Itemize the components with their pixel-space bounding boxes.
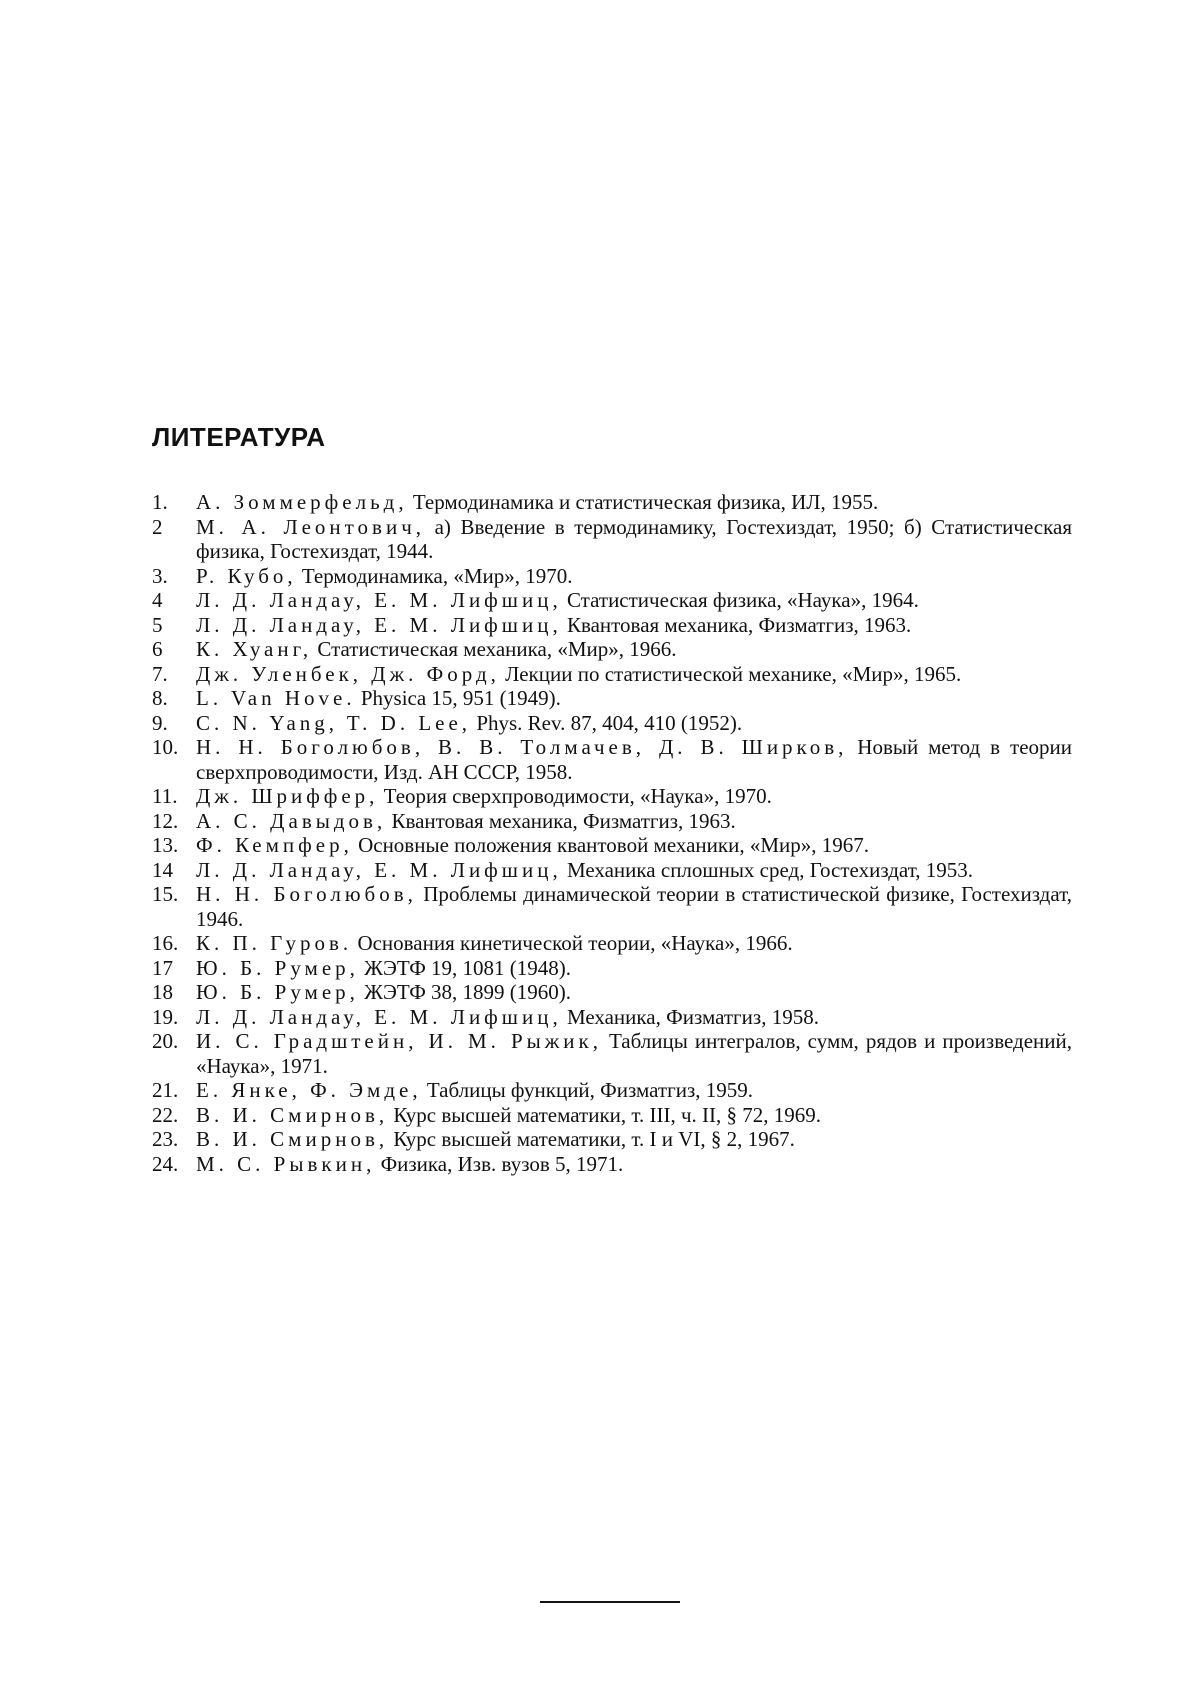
reference-body [196, 735, 1072, 784]
reference-details: Квантовая механика, Физматгиз, 1963. [386, 808, 736, 833]
reference-authors: К. Хуанг, [196, 637, 313, 661]
reference-body [196, 490, 1072, 515]
reference-number: 2 [152, 514, 163, 539]
reference-number: 16. [152, 931, 179, 955]
reference-body [196, 980, 1072, 1005]
reference-number: 21. [152, 1078, 179, 1102]
reference-number: 14 [152, 857, 173, 882]
reference-number: 12. [152, 808, 179, 833]
reference-body [196, 956, 1072, 981]
reference-number: 7. [152, 661, 168, 686]
reference-body [196, 1127, 1072, 1152]
reference-body [196, 858, 1072, 883]
reference-number: 18 [152, 980, 173, 1004]
reference-number: 3. [152, 563, 168, 588]
reference-authors: А. С. Давыдов, [196, 808, 387, 833]
reference-item [152, 711, 1072, 736]
reference-number: 20. [152, 1029, 179, 1053]
reference-number: 19. [152, 1004, 179, 1029]
reference-details: Курс высшей математики, т. I и VI, § 2, 1967. [388, 1127, 795, 1151]
reference-details: Термодинамика, «Мир», 1970. [296, 563, 573, 588]
reference-item [152, 956, 1072, 981]
reference-number: 17 [152, 955, 173, 980]
reference-details: Физика, Изв. вузов 5, 1971. [375, 1151, 624, 1176]
end-rule [540, 1601, 680, 1603]
reference-number: 22. [152, 1102, 179, 1127]
reference-body [196, 613, 1072, 638]
reference-details: ЖЭТФ 38, 1899 (1960). [358, 980, 572, 1004]
reference-body [196, 809, 1072, 834]
reference-item [152, 735, 1072, 784]
reference-details: Статистическая физика, «Наука», 1964. [561, 588, 919, 612]
reference-item [152, 858, 1072, 883]
reference-authors: К. П. Гуров. [196, 931, 353, 955]
reference-item [152, 686, 1072, 711]
reference-authors: Ю. Б. Румер, [196, 980, 359, 1004]
reference-number: 6 [152, 637, 163, 661]
reference-authors: L. Van Hove. [196, 686, 356, 710]
reference-details: Механика, Физматгиз, 1958. [561, 1004, 819, 1029]
reference-authors: C. N. Yang, T. D. Lee, [196, 710, 472, 735]
reference-authors: Е. Янке, Ф. Эмде, [196, 1078, 422, 1102]
reference-body [196, 637, 1072, 662]
reference-item [152, 1078, 1072, 1103]
reference-details: Термодинамика и статистическая физика, ИЛ, 1955. [407, 490, 879, 514]
reference-authors: Л. Д. Ландау, Е. М. Лифшиц, [196, 1004, 562, 1029]
reference-details: Physica 15, 951 (1949). [355, 686, 561, 710]
reference-number: 8. [152, 686, 168, 710]
reference-body [196, 711, 1072, 736]
reference-body [196, 1005, 1072, 1030]
reference-number: 10. [152, 735, 179, 759]
reference-number: 23. [152, 1127, 179, 1151]
reference-item [152, 1152, 1072, 1177]
reference-item [152, 833, 1072, 858]
reference-body [196, 1103, 1072, 1128]
reference-item [152, 515, 1072, 564]
reference-authors: В. И. Смирнов, [196, 1102, 389, 1127]
reference-authors: Дж. Шриффер, [196, 784, 379, 808]
reference-body [196, 564, 1072, 589]
reference-details: Механика сплошных сред, Гостехиздат, 1953. [561, 857, 974, 882]
reference-details: Phys. Rev. 87, 404, 410 (1952). [471, 710, 743, 735]
reference-body [196, 686, 1072, 711]
reference-item [152, 1029, 1072, 1078]
reference-number: 9. [152, 710, 168, 735]
reference-item [152, 980, 1072, 1005]
reference-details: Таблицы функций, Физматгиз, 1959. [421, 1078, 753, 1102]
reference-number: 24. [152, 1151, 179, 1176]
reference-details: а) Введение в термодинамику, Гостехиздат, 1950; б) Статистическая физика, Гостехиздат, 1944. [196, 514, 1072, 563]
reference-authors: Л. Д. Ландау, Е. М. Лифшиц, [196, 612, 562, 637]
reference-item [152, 1005, 1072, 1030]
reference-details: Курс высшей математики, т. III, ч. II, § 72, 1969. [388, 1102, 822, 1127]
reference-number: 13. [152, 833, 179, 857]
reference-details: Лекции по статистической механике, «Мир», 1965. [499, 661, 962, 686]
reference-item [152, 490, 1072, 515]
reference-details: Основания кинетической теории, «Наука», 1966. [352, 931, 793, 955]
reference-item [152, 931, 1072, 956]
reference-number: 4 [152, 588, 163, 612]
reference-authors: Ф. Кемпфер, [196, 833, 353, 857]
reference-details: Теория сверхпроводимости, «Наука», 1970. [378, 784, 772, 808]
reference-number: 15. [152, 882, 179, 906]
reference-body [196, 882, 1072, 931]
reference-details: Основные положения квантовой механики, «Мир», 1967. [352, 833, 870, 857]
reference-list [152, 490, 1072, 1176]
reference-item [152, 882, 1072, 931]
reference-body [196, 662, 1072, 687]
reference-item [152, 1127, 1072, 1152]
section-heading: ЛИТЕРАТУРА [152, 422, 326, 452]
reference-authors: А. Зоммерфельд, [196, 490, 408, 514]
reference-details: Статистическая механика, «Мир», 1966. [312, 637, 677, 661]
reference-item [152, 784, 1072, 809]
reference-details: Таблицы интегралов, сумм, рядов и произведений, «Наука», 1971. [196, 1029, 1072, 1078]
reference-item [152, 662, 1072, 687]
reference-item [152, 588, 1072, 613]
reference-body [196, 931, 1072, 956]
reference-number: 5 [152, 612, 163, 637]
reference-authors: Дж. Уленбек, Дж. Форд, [196, 661, 500, 686]
reference-body [196, 515, 1072, 564]
reference-authors: Н. Н. Боголюбов, [196, 882, 417, 906]
reference-authors: Л. Д. Ландау, Е. М. Лифшиц, [196, 588, 562, 612]
reference-details: Проблемы динамической теории в статистической физике, Гостехиздат, 1946. [196, 882, 1072, 931]
reference-body [196, 784, 1072, 809]
reference-number: 11. [152, 784, 178, 808]
reference-details: ЖЭТФ 19, 1081 (1948). [358, 955, 572, 980]
reference-body [196, 1152, 1072, 1177]
reference-item [152, 637, 1072, 662]
reference-authors: Р. Кубо, [196, 563, 297, 588]
reference-item [152, 613, 1072, 638]
reference-authors: В. И. Смирнов, [196, 1127, 389, 1151]
reference-authors: Л. Д. Ландау, Е. М. Лифшиц, [196, 857, 562, 882]
reference-authors: Ю. Б. Румер, [196, 955, 359, 980]
reference-details: Квантовая механика, Физматгиз, 1963. [561, 612, 912, 637]
reference-authors: И. С. Градштейн, И. М. Рыжик, [196, 1029, 602, 1053]
reference-body [196, 1078, 1072, 1103]
reference-item [152, 1103, 1072, 1128]
reference-body [196, 1029, 1072, 1078]
reference-authors: М. А. Леонтович, [196, 514, 426, 539]
reference-item [152, 809, 1072, 834]
reference-details: Новый метод в теории сверхпроводимости, Изд. АН СССР, 1958. [196, 735, 1072, 784]
reference-authors: Н. Н. Боголюбов, В. В. Толмачев, Д. В. Ширков, [196, 735, 848, 759]
reference-item [152, 564, 1072, 589]
reference-authors: М. С. Рывкин, [196, 1151, 376, 1176]
reference-body [196, 588, 1072, 613]
reference-body [196, 833, 1072, 858]
reference-number: 1. [152, 490, 168, 514]
